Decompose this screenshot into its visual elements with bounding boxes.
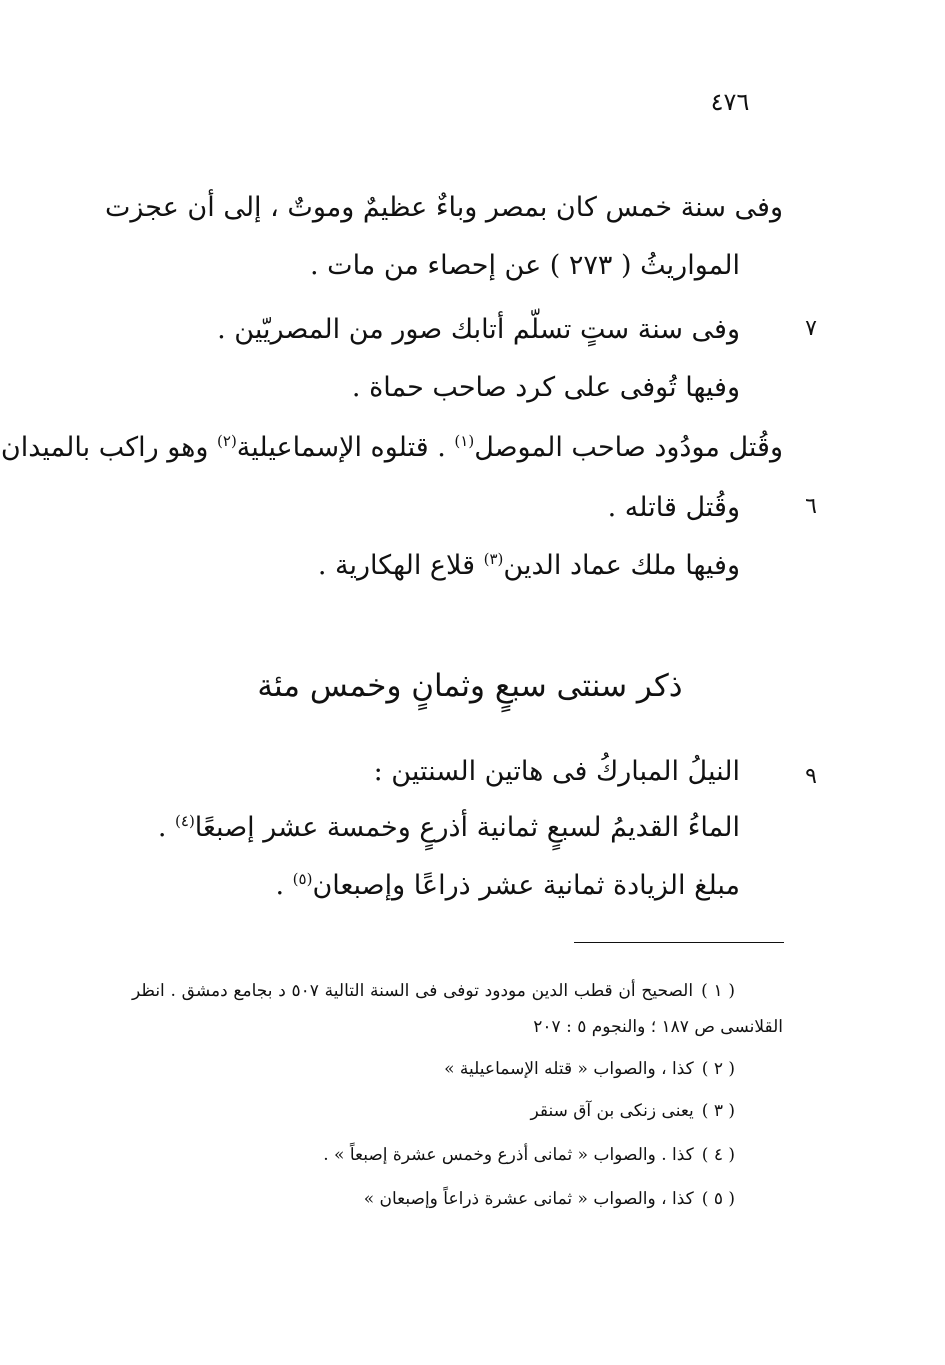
old-water-text: الماءُ القديمُ لسبعٍ ثمانية أذرعٍ وخمسة عشر إصبعًا [194, 812, 740, 843]
margin-number: ٧ [805, 316, 817, 341]
paragraph-mawdud-line-1 [0, 428, 783, 468]
footnote-ref-5: (٥) [292, 870, 313, 888]
paragraph-year-five-line-2: المواريثُ ( ٢٧٣ ) عن إحصاء من مات . [309, 250, 740, 281]
paragraph-death-hama: وفيها تُوفى على كرد صاحب حماة . [351, 372, 740, 403]
nile-intro: النيلُ المباركُ فى هاتين السنتين : [373, 756, 740, 787]
margin-number: ٦ [805, 494, 817, 519]
footnote-4 [323, 1142, 735, 1168]
paragraph-mawdud-line-2: وقُتل قاتله . [607, 492, 740, 523]
footnote-ref-2: (٢) [217, 432, 237, 450]
footnote-ref-3: (٣) [483, 550, 504, 568]
footnote-number: ( ٤ ) [701, 1145, 735, 1165]
footnote-divider [574, 942, 784, 943]
mawdud-text-c: وهو راكب بالميدان [0, 432, 218, 463]
mawdud-text-a: وقُتل مودُود صاحب الموصل [474, 432, 783, 463]
increase-end: . [275, 870, 293, 901]
footnote-number: ( ١ ) [701, 981, 735, 1001]
nile-old-water [158, 808, 740, 848]
nile-increase [276, 866, 741, 906]
footnote-number: ( ٣ ) [701, 1101, 735, 1121]
footnote-text: كذا ، والصواب « قتله الإسماعيلية » [444, 1059, 694, 1079]
paragraph-year-five-line-1: وفى سنة خمس كان بمصر وباءٌ عظيمٌ وموتٌ ، إلى أن عجزت [104, 192, 783, 223]
increase-text: مبلغ الزيادة ثمانية عشر ذراعًا وإصبعان [312, 870, 740, 901]
old-water-end: . [157, 812, 176, 843]
footnote-text: كذا . والصواب « ثمانى أذرع وخمس عشرة إصبعاً » . [323, 1145, 694, 1165]
footnote-number: ( ٢ ) [701, 1059, 735, 1079]
mawdud-text-b: . قتلوه الإسماعيلية [236, 432, 455, 463]
footnote-ref-4: (٤) [175, 812, 195, 830]
imad-text-a: وفيها ملك عماد الدين [503, 550, 740, 581]
footnote-text: كذا ، والصواب « ثمانى عشرة ذراعاً وإصبعان » [363, 1189, 694, 1209]
footnote-5 [364, 1186, 735, 1212]
footnote-1-line-2: القلانسى ص ١٨٧ ؛ والنجوم ٥ : ٢٠٧ [533, 1017, 783, 1037]
footnote-ref-1: (١) [454, 432, 475, 450]
footnote-1-line-1 [132, 978, 735, 1004]
footnote-number: ( ٥ ) [701, 1189, 735, 1209]
section-heading: ذكر سنتى سبعٍ وثمانٍ وخمس مئة [257, 668, 683, 704]
imad-text-b: قلاع الهكارية . [317, 550, 484, 581]
paragraph-year-six: وفى سنة ستٍ تسلّم أتابك صور من المصريّين . [217, 314, 740, 345]
footnote-2 [444, 1056, 735, 1082]
page-number: ٤٧٦ [710, 88, 750, 116]
paragraph-imad-al-din [318, 546, 740, 586]
footnote-text: الصحيح أن قطب الدين مودود توفى فى السنة التالية ٥٠٧ د بجامع دمشق . انظر [132, 981, 694, 1001]
footnote-text: يعنى زنكى بن آق سنقر [530, 1101, 694, 1121]
footnote-3 [530, 1098, 735, 1124]
margin-number: ٩ [805, 764, 817, 789]
